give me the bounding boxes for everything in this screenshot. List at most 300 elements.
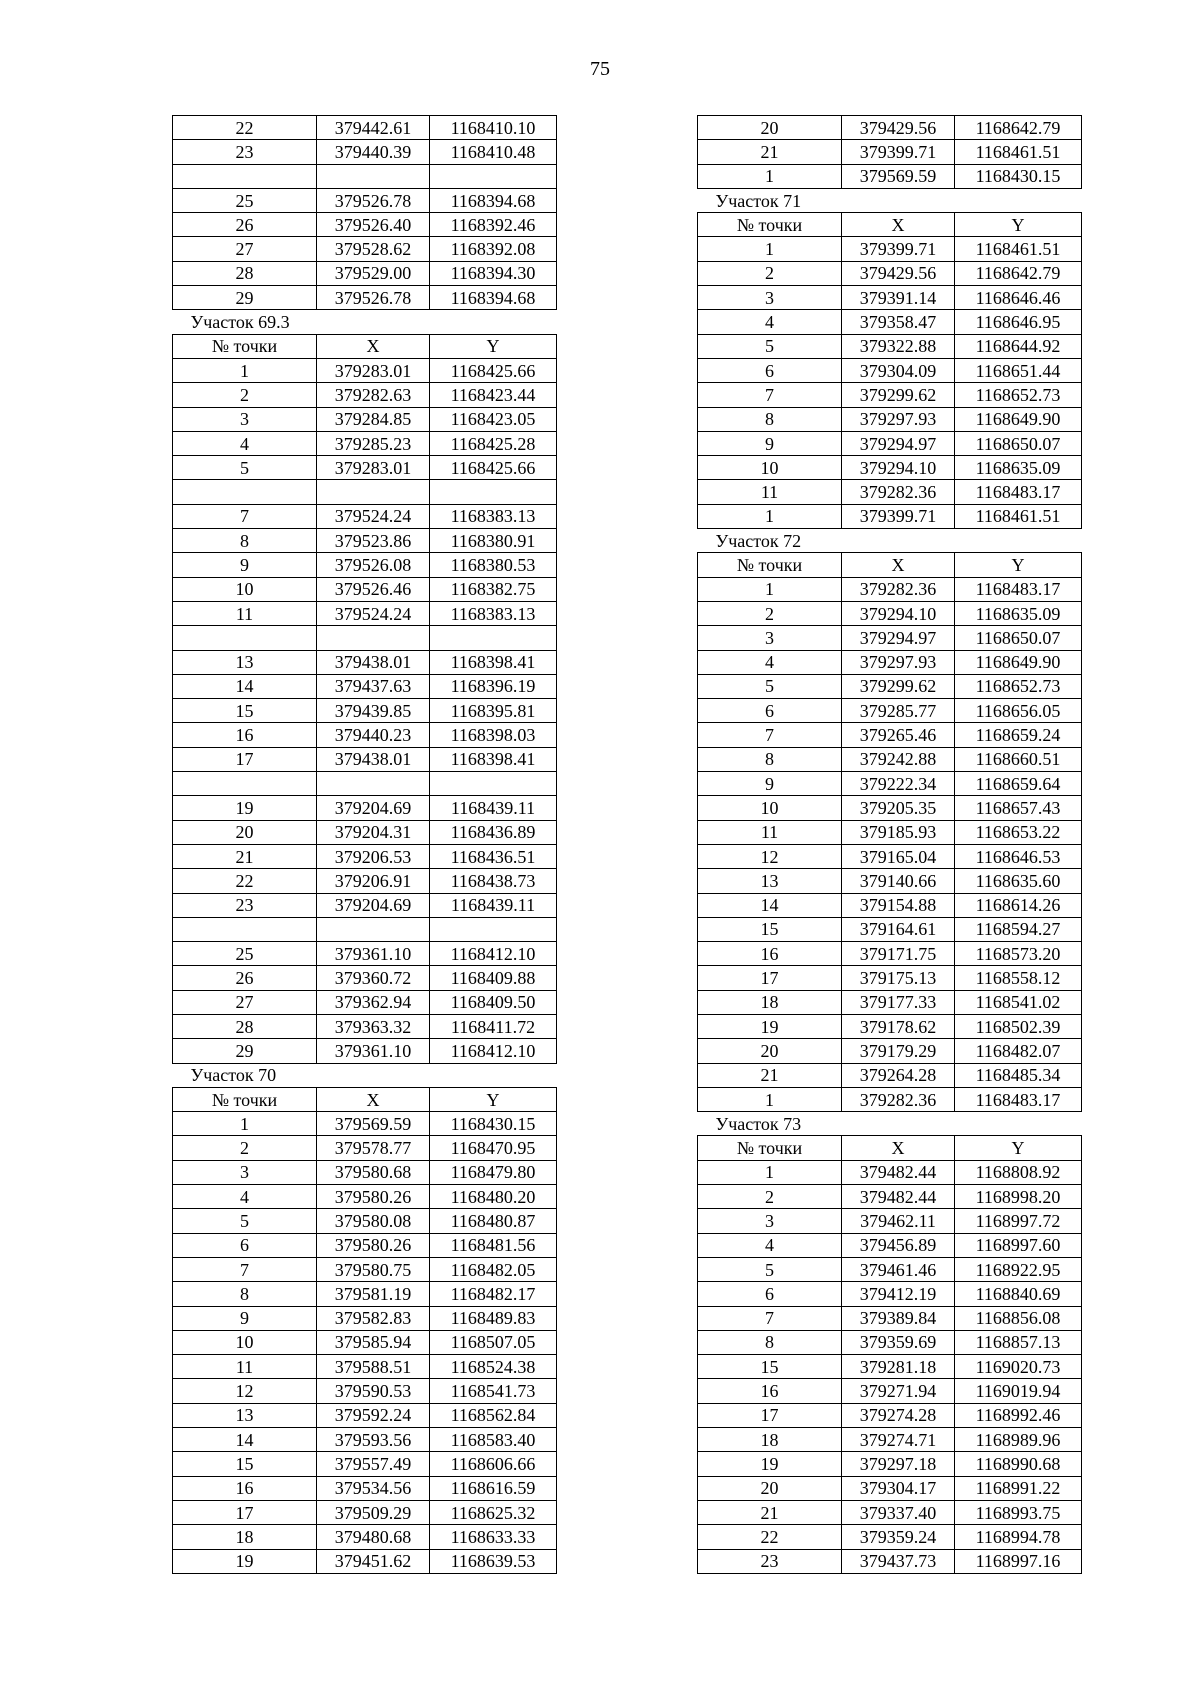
point-number-cell: 29 bbox=[173, 286, 317, 310]
point-number-cell: 16 bbox=[698, 942, 842, 966]
empty-cell bbox=[173, 917, 317, 941]
section-title: Участок 73 bbox=[715, 1113, 802, 1134]
point-number-cell: 5 bbox=[698, 334, 842, 358]
y-coordinate-cell: 1168396.19 bbox=[430, 674, 557, 698]
y-coordinate-cell: 1168481.56 bbox=[430, 1233, 557, 1257]
y-coordinate-cell: 1168482.17 bbox=[430, 1282, 557, 1306]
x-coordinate-cell: 379412.19 bbox=[842, 1282, 955, 1306]
x-coordinate-cell: 379578.77 bbox=[317, 1136, 430, 1160]
y-coordinate-cell: 1168425.66 bbox=[430, 358, 557, 382]
y-coordinate-cell: 1168660.51 bbox=[955, 747, 1082, 771]
table-row bbox=[173, 529, 557, 553]
x-coordinate-cell: 379164.61 bbox=[842, 917, 955, 941]
point-number-cell: 8 bbox=[173, 1282, 317, 1306]
table-row bbox=[173, 1136, 557, 1160]
empty-cell bbox=[430, 917, 557, 941]
page-number: 75 bbox=[590, 58, 610, 80]
y-coordinate-cell: 1168998.20 bbox=[955, 1185, 1082, 1209]
point-number-cell: 8 bbox=[698, 747, 842, 771]
x-coordinate-cell: 379204.69 bbox=[317, 796, 430, 820]
x-coordinate-cell: 379557.49 bbox=[317, 1452, 430, 1476]
empty-cell bbox=[173, 480, 317, 504]
point-number-cell: 18 bbox=[173, 1525, 317, 1549]
table-row bbox=[173, 674, 557, 698]
point-number-cell: 11 bbox=[173, 1355, 317, 1379]
point-number-cell: 4 bbox=[173, 431, 317, 455]
point-number-cell: 22 bbox=[173, 869, 317, 893]
y-coordinate-cell: 1168656.05 bbox=[955, 699, 1082, 723]
x-coordinate-cell: 379297.93 bbox=[842, 650, 955, 674]
x-coordinate-cell: 379523.86 bbox=[317, 529, 430, 553]
point-number-cell: 3 bbox=[173, 407, 317, 431]
point-number-cell: 9 bbox=[173, 553, 317, 577]
point-number-cell: 17 bbox=[173, 747, 317, 771]
point-number-cell: 6 bbox=[173, 1233, 317, 1257]
table-row bbox=[698, 1209, 1082, 1233]
point-number-header: № точки bbox=[698, 1136, 842, 1160]
point-number-cell: 17 bbox=[698, 1403, 842, 1427]
section-title-row bbox=[698, 529, 1082, 553]
y-coordinate-cell: 1168635.09 bbox=[955, 601, 1082, 625]
y-coordinate-cell: 1168392.46 bbox=[430, 213, 557, 237]
table-row bbox=[173, 188, 557, 212]
table-row bbox=[698, 626, 1082, 650]
point-number-cell: 20 bbox=[698, 1039, 842, 1063]
section-title: Участок 72 bbox=[715, 530, 802, 551]
y-coordinate-cell: 1168383.13 bbox=[430, 504, 557, 528]
column-header-row bbox=[698, 553, 1082, 577]
y-coordinate-cell: 1168430.15 bbox=[955, 164, 1082, 188]
point-number-cell: 14 bbox=[173, 674, 317, 698]
empty-cell bbox=[430, 480, 557, 504]
x-coordinate-cell: 379284.85 bbox=[317, 407, 430, 431]
table-row bbox=[698, 1403, 1082, 1427]
table-row bbox=[173, 577, 557, 601]
point-number-cell: 10 bbox=[173, 577, 317, 601]
x-coordinate-cell: 379360.72 bbox=[317, 966, 430, 990]
y-coordinate-cell: 1168380.53 bbox=[430, 553, 557, 577]
x-coordinate-cell: 379283.01 bbox=[317, 456, 430, 480]
point-number-cell: 20 bbox=[698, 116, 842, 140]
y-coordinate-cell: 1168430.15 bbox=[430, 1112, 557, 1136]
table-row bbox=[698, 237, 1082, 261]
point-number-cell: 3 bbox=[173, 1160, 317, 1184]
point-number-cell: 9 bbox=[698, 431, 842, 455]
table-row bbox=[173, 1500, 557, 1524]
table-row bbox=[173, 820, 557, 844]
point-number-cell: 7 bbox=[698, 723, 842, 747]
x-coordinate-cell: 379359.69 bbox=[842, 1330, 955, 1354]
x-coordinate-cell: 379271.94 bbox=[842, 1379, 955, 1403]
blank-row bbox=[173, 164, 557, 188]
point-number-cell: 1 bbox=[698, 237, 842, 261]
table-row bbox=[173, 1014, 557, 1038]
y-coordinate-cell: 1168470.95 bbox=[430, 1136, 557, 1160]
y-coordinate-cell: 1168646.95 bbox=[955, 310, 1082, 334]
x-coordinate-cell: 379205.35 bbox=[842, 796, 955, 820]
x-coordinate-cell: 379282.36 bbox=[842, 1087, 955, 1111]
table-row bbox=[173, 553, 557, 577]
table-row bbox=[698, 772, 1082, 796]
point-number-cell: 28 bbox=[173, 261, 317, 285]
y-coordinate-cell: 1168483.17 bbox=[955, 1087, 1082, 1111]
y-coordinate-cell: 1168653.22 bbox=[955, 820, 1082, 844]
x-header: X bbox=[842, 213, 955, 237]
point-number-cell: 3 bbox=[698, 626, 842, 650]
x-coordinate-cell: 379222.34 bbox=[842, 772, 955, 796]
table-row bbox=[173, 1549, 557, 1573]
x-coordinate-cell: 379592.24 bbox=[317, 1403, 430, 1427]
table-row bbox=[173, 699, 557, 723]
x-coordinate-cell: 379206.91 bbox=[317, 869, 430, 893]
y-coordinate-cell: 1168649.90 bbox=[955, 407, 1082, 431]
table-row bbox=[173, 431, 557, 455]
point-number-cell: 9 bbox=[173, 1306, 317, 1330]
point-number-cell: 21 bbox=[698, 1063, 842, 1087]
x-coordinate-cell: 379580.26 bbox=[317, 1185, 430, 1209]
point-number-cell: 11 bbox=[173, 601, 317, 625]
table-row bbox=[698, 650, 1082, 674]
x-coordinate-cell: 379526.40 bbox=[317, 213, 430, 237]
y-coordinate-cell: 1168644.92 bbox=[955, 334, 1082, 358]
y-coordinate-cell: 1168383.13 bbox=[430, 601, 557, 625]
x-coordinate-cell: 379440.23 bbox=[317, 723, 430, 747]
y-coordinate-cell: 1168633.33 bbox=[430, 1525, 557, 1549]
y-header: Y bbox=[955, 553, 1082, 577]
x-header: X bbox=[842, 1136, 955, 1160]
y-coordinate-cell: 1168840.69 bbox=[955, 1282, 1082, 1306]
y-coordinate-cell: 1168480.20 bbox=[430, 1185, 557, 1209]
y-coordinate-cell: 1168461.51 bbox=[955, 237, 1082, 261]
empty-cell bbox=[317, 626, 430, 650]
table-row bbox=[698, 942, 1082, 966]
y-coordinate-cell: 1168922.95 bbox=[955, 1257, 1082, 1281]
point-number-cell: 14 bbox=[698, 893, 842, 917]
point-number-cell: 7 bbox=[698, 1306, 842, 1330]
table-row bbox=[698, 504, 1082, 528]
table-row bbox=[698, 1476, 1082, 1500]
y-coordinate-cell: 1168625.32 bbox=[430, 1500, 557, 1524]
coordinates-table-left bbox=[172, 115, 557, 1574]
y-coordinate-cell: 1168997.72 bbox=[955, 1209, 1082, 1233]
y-coordinate-cell: 1168409.50 bbox=[430, 990, 557, 1014]
x-coordinate-cell: 379524.24 bbox=[317, 601, 430, 625]
table-row bbox=[173, 942, 557, 966]
x-coordinate-cell: 379362.94 bbox=[317, 990, 430, 1014]
x-coordinate-cell: 379358.47 bbox=[842, 310, 955, 334]
point-number-cell: 19 bbox=[698, 1452, 842, 1476]
table-row bbox=[698, 699, 1082, 723]
y-coordinate-cell: 1168650.07 bbox=[955, 626, 1082, 650]
y-coordinate-cell: 1168394.68 bbox=[430, 286, 557, 310]
y-coordinate-cell: 1168394.30 bbox=[430, 261, 557, 285]
x-coordinate-cell: 379442.61 bbox=[317, 116, 430, 140]
x-header: X bbox=[317, 1087, 430, 1111]
x-coordinate-cell: 379526.78 bbox=[317, 188, 430, 212]
x-coordinate-cell: 379274.71 bbox=[842, 1428, 955, 1452]
x-coordinate-cell: 379399.71 bbox=[842, 237, 955, 261]
y-coordinate-cell: 1168616.59 bbox=[430, 1476, 557, 1500]
table-row bbox=[698, 723, 1082, 747]
x-coordinate-cell: 379399.71 bbox=[842, 504, 955, 528]
point-number-cell: 8 bbox=[698, 407, 842, 431]
point-number-cell: 4 bbox=[698, 1233, 842, 1257]
y-coordinate-cell: 1168409.88 bbox=[430, 966, 557, 990]
table-row bbox=[173, 116, 557, 140]
table-row bbox=[173, 237, 557, 261]
empty-cell bbox=[430, 772, 557, 796]
table-row bbox=[698, 431, 1082, 455]
x-coordinate-cell: 379322.88 bbox=[842, 334, 955, 358]
section-spacer bbox=[955, 529, 1082, 553]
table-row bbox=[698, 869, 1082, 893]
y-coordinate-cell: 1168438.73 bbox=[430, 869, 557, 893]
table-row bbox=[698, 383, 1082, 407]
point-number-cell: 7 bbox=[173, 1257, 317, 1281]
x-coordinate-cell: 379178.62 bbox=[842, 1014, 955, 1038]
y-coordinate-cell: 1168991.22 bbox=[955, 1476, 1082, 1500]
y-coordinate-cell: 1168635.09 bbox=[955, 456, 1082, 480]
y-coordinate-cell: 1168380.91 bbox=[430, 529, 557, 553]
x-coordinate-cell: 379171.75 bbox=[842, 942, 955, 966]
table-row bbox=[173, 213, 557, 237]
x-coordinate-cell: 379437.73 bbox=[842, 1549, 955, 1573]
x-coordinate-cell: 379175.13 bbox=[842, 966, 955, 990]
table-row bbox=[698, 1306, 1082, 1330]
y-coordinate-cell: 1168994.78 bbox=[955, 1525, 1082, 1549]
table-row bbox=[173, 1476, 557, 1500]
table-row bbox=[173, 1379, 557, 1403]
table-row bbox=[698, 1063, 1082, 1087]
y-coordinate-cell: 1168410.10 bbox=[430, 116, 557, 140]
x-coordinate-cell: 379389.84 bbox=[842, 1306, 955, 1330]
y-coordinate-cell: 1168398.41 bbox=[430, 747, 557, 771]
point-number-cell: 10 bbox=[698, 456, 842, 480]
y-coordinate-cell: 1168392.08 bbox=[430, 237, 557, 261]
table-row bbox=[173, 1403, 557, 1427]
point-number-cell: 1 bbox=[698, 504, 842, 528]
point-number-cell: 3 bbox=[698, 1209, 842, 1233]
point-number-cell: 1 bbox=[698, 577, 842, 601]
table-row bbox=[698, 747, 1082, 771]
point-number-cell: 1 bbox=[173, 1112, 317, 1136]
y-coordinate-cell: 1168423.44 bbox=[430, 383, 557, 407]
y-coordinate-cell: 1168541.02 bbox=[955, 990, 1082, 1014]
table-row bbox=[698, 1330, 1082, 1354]
point-number-cell: 2 bbox=[698, 601, 842, 625]
table-row bbox=[173, 990, 557, 1014]
point-number-cell: 4 bbox=[698, 650, 842, 674]
table-row bbox=[698, 358, 1082, 382]
table-row bbox=[698, 1500, 1082, 1524]
x-coordinate-cell: 379361.10 bbox=[317, 1039, 430, 1063]
table-row bbox=[698, 1355, 1082, 1379]
point-number-cell: 5 bbox=[173, 456, 317, 480]
x-coordinate-cell: 379480.68 bbox=[317, 1525, 430, 1549]
y-coordinate-cell: 1168410.48 bbox=[430, 140, 557, 164]
y-coordinate-cell: 1168479.80 bbox=[430, 1160, 557, 1184]
table-row bbox=[698, 1160, 1082, 1184]
table-row bbox=[173, 407, 557, 431]
table-row bbox=[698, 480, 1082, 504]
y-coordinate-cell: 1168651.44 bbox=[955, 358, 1082, 382]
y-coordinate-cell: 1168657.43 bbox=[955, 796, 1082, 820]
empty-cell bbox=[317, 917, 430, 941]
table-row bbox=[698, 1233, 1082, 1257]
section-spacer bbox=[955, 1112, 1082, 1136]
x-coordinate-cell: 379177.33 bbox=[842, 990, 955, 1014]
x-coordinate-cell: 379294.97 bbox=[842, 431, 955, 455]
y-coordinate-cell: 1168997.16 bbox=[955, 1549, 1082, 1573]
table-row bbox=[173, 286, 557, 310]
column-header-row bbox=[173, 334, 557, 358]
y-coordinate-cell: 1168650.07 bbox=[955, 431, 1082, 455]
point-number-cell: 2 bbox=[173, 383, 317, 407]
y-coordinate-cell: 1168439.11 bbox=[430, 796, 557, 820]
point-number-cell: 10 bbox=[173, 1330, 317, 1354]
x-coordinate-cell: 379282.36 bbox=[842, 480, 955, 504]
table-row bbox=[173, 1185, 557, 1209]
y-coordinate-cell: 1168993.75 bbox=[955, 1500, 1082, 1524]
x-header: X bbox=[317, 334, 430, 358]
x-coordinate-cell: 379569.59 bbox=[317, 1112, 430, 1136]
x-coordinate-cell: 379462.11 bbox=[842, 1209, 955, 1233]
table-row bbox=[173, 1257, 557, 1281]
x-coordinate-cell: 379297.18 bbox=[842, 1452, 955, 1476]
y-coordinate-cell: 1168562.84 bbox=[430, 1403, 557, 1427]
point-number-cell: 18 bbox=[698, 990, 842, 1014]
section-title-row bbox=[698, 188, 1082, 212]
blank-row bbox=[173, 626, 557, 650]
x-coordinate-cell: 379585.94 bbox=[317, 1330, 430, 1354]
point-number-cell: 27 bbox=[173, 990, 317, 1014]
y-coordinate-cell: 1168541.73 bbox=[430, 1379, 557, 1403]
point-number-cell: 5 bbox=[173, 1209, 317, 1233]
table-row bbox=[173, 140, 557, 164]
table-row bbox=[698, 577, 1082, 601]
point-number-cell: 8 bbox=[698, 1330, 842, 1354]
x-coordinate-cell: 379204.69 bbox=[317, 893, 430, 917]
x-coordinate-cell: 379524.24 bbox=[317, 504, 430, 528]
y-coordinate-cell: 1168480.87 bbox=[430, 1209, 557, 1233]
y-coordinate-cell: 1168436.51 bbox=[430, 844, 557, 868]
table-row bbox=[698, 917, 1082, 941]
x-coordinate-cell: 379593.56 bbox=[317, 1428, 430, 1452]
y-coordinate-cell: 1168398.03 bbox=[430, 723, 557, 747]
empty-cell bbox=[173, 626, 317, 650]
y-coordinate-cell: 1168411.72 bbox=[430, 1014, 557, 1038]
blank-row bbox=[173, 917, 557, 941]
y-coordinate-cell: 1168856.08 bbox=[955, 1306, 1082, 1330]
x-coordinate-cell: 379299.62 bbox=[842, 674, 955, 698]
point-number-cell: 20 bbox=[698, 1476, 842, 1500]
table-row bbox=[173, 844, 557, 868]
y-coordinate-cell: 1168635.60 bbox=[955, 869, 1082, 893]
table-row bbox=[698, 164, 1082, 188]
table-row bbox=[698, 1428, 1082, 1452]
point-number-header: № точки bbox=[698, 553, 842, 577]
y-coordinate-cell: 1168614.26 bbox=[955, 893, 1082, 917]
section-spacer bbox=[430, 1063, 557, 1087]
point-number-cell: 1 bbox=[698, 164, 842, 188]
table-row bbox=[173, 893, 557, 917]
table-row bbox=[173, 869, 557, 893]
x-coordinate-cell: 379456.89 bbox=[842, 1233, 955, 1257]
x-coordinate-cell: 379294.97 bbox=[842, 626, 955, 650]
y-coordinate-cell: 1168652.73 bbox=[955, 674, 1082, 698]
point-number-cell: 17 bbox=[698, 966, 842, 990]
point-number-cell: 7 bbox=[173, 504, 317, 528]
section-title: Участок 71 bbox=[715, 190, 802, 211]
x-coordinate-cell: 379526.46 bbox=[317, 577, 430, 601]
y-coordinate-cell: 1168659.24 bbox=[955, 723, 1082, 747]
point-number-cell: 13 bbox=[698, 869, 842, 893]
x-coordinate-cell: 379294.10 bbox=[842, 456, 955, 480]
x-coordinate-cell: 379581.19 bbox=[317, 1282, 430, 1306]
x-coordinate-cell: 379526.78 bbox=[317, 286, 430, 310]
section-title-row bbox=[173, 310, 557, 334]
y-coordinate-cell: 1168808.92 bbox=[955, 1160, 1082, 1184]
point-number-cell: 15 bbox=[173, 699, 317, 723]
x-coordinate-cell: 379482.44 bbox=[842, 1185, 955, 1209]
y-coordinate-cell: 1168436.89 bbox=[430, 820, 557, 844]
point-number-cell: 6 bbox=[698, 358, 842, 382]
x-coordinate-cell: 379140.66 bbox=[842, 869, 955, 893]
point-number-cell: 15 bbox=[698, 1355, 842, 1379]
section-title-row bbox=[173, 1063, 557, 1087]
point-number-cell: 21 bbox=[698, 1500, 842, 1524]
point-number-cell: 22 bbox=[173, 116, 317, 140]
section-spacer bbox=[430, 310, 557, 334]
y-coordinate-cell: 1168594.27 bbox=[955, 917, 1082, 941]
point-number-cell: 5 bbox=[698, 674, 842, 698]
empty-cell bbox=[317, 480, 430, 504]
point-number-cell: 7 bbox=[698, 383, 842, 407]
y-coordinate-cell: 1168425.28 bbox=[430, 431, 557, 455]
point-number-cell: 14 bbox=[173, 1428, 317, 1452]
x-coordinate-cell: 379304.09 bbox=[842, 358, 955, 382]
x-coordinate-cell: 379534.56 bbox=[317, 1476, 430, 1500]
table-row bbox=[698, 1257, 1082, 1281]
table-row bbox=[173, 1452, 557, 1476]
x-coordinate-cell: 379440.39 bbox=[317, 140, 430, 164]
x-coordinate-cell: 379438.01 bbox=[317, 747, 430, 771]
y-coordinate-cell: 1168524.38 bbox=[430, 1355, 557, 1379]
x-coordinate-cell: 379204.31 bbox=[317, 820, 430, 844]
y-coordinate-cell: 1169020.73 bbox=[955, 1355, 1082, 1379]
table-row bbox=[698, 674, 1082, 698]
table-row bbox=[698, 1452, 1082, 1476]
y-coordinate-cell: 1168482.07 bbox=[955, 1039, 1082, 1063]
table-row bbox=[173, 1112, 557, 1136]
point-number-cell: 13 bbox=[173, 650, 317, 674]
x-coordinate-cell: 379580.68 bbox=[317, 1160, 430, 1184]
point-number-cell: 25 bbox=[173, 942, 317, 966]
y-coordinate-cell: 1168642.79 bbox=[955, 261, 1082, 285]
table-row bbox=[173, 723, 557, 747]
y-coordinate-cell: 1168989.96 bbox=[955, 1428, 1082, 1452]
table-row bbox=[173, 1282, 557, 1306]
point-number-cell: 17 bbox=[173, 1500, 317, 1524]
x-coordinate-cell: 379391.14 bbox=[842, 286, 955, 310]
x-coordinate-cell: 379242.88 bbox=[842, 747, 955, 771]
table-row bbox=[173, 1039, 557, 1063]
x-coordinate-cell: 379282.63 bbox=[317, 383, 430, 407]
table-row bbox=[698, 1525, 1082, 1549]
table-row bbox=[173, 358, 557, 382]
table-row bbox=[173, 1306, 557, 1330]
table-row bbox=[698, 1014, 1082, 1038]
